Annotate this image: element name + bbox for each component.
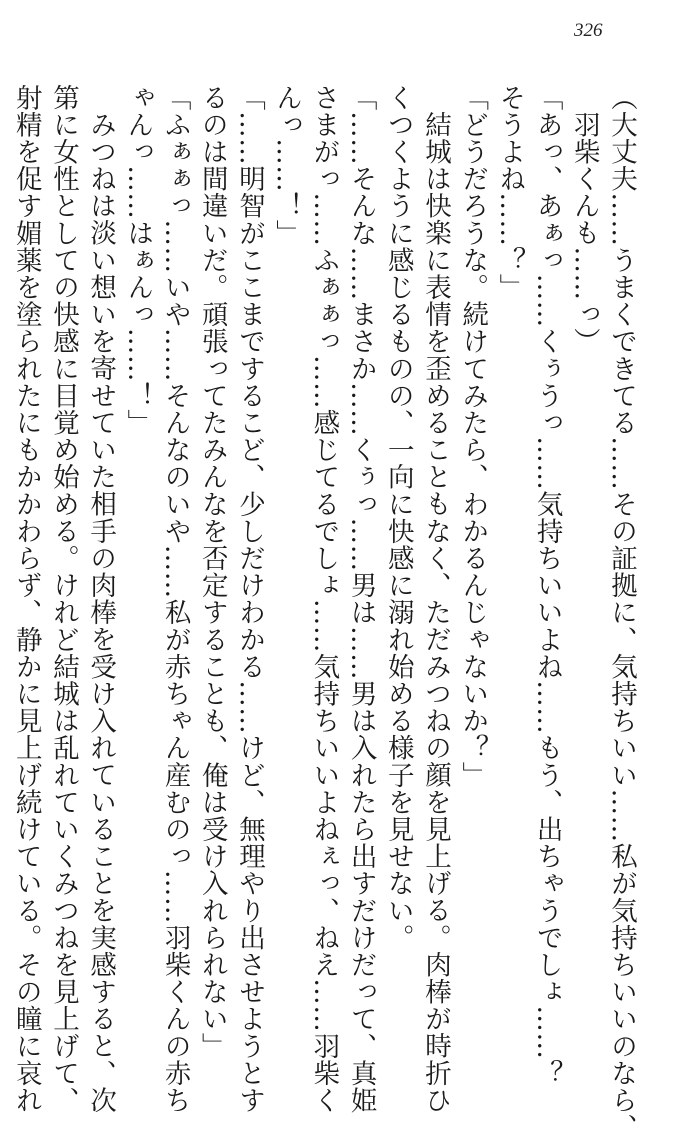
page-number: 326	[574, 20, 603, 41]
text-line: 結城は快楽に表情を歪めることもなく、ただみつねの顔を見上げる。肉棒が時折ひ	[419, 110, 451, 1114]
text-line: （大丈夫……うまくできてる……その証拠に、気持ちいい……私が気持ちいいのなら、	[606, 84, 637, 1141]
text-line: 「あっ、あぁっ……くぅうっ……気持ちいいよね……もう、出ちゃうでしょ……？	[531, 84, 563, 1087]
text-line: んっ……！」	[271, 84, 303, 247]
text-line: るのは間違いだ。頑張ってたみんなを否定することも、俺は受け入れられない」	[196, 84, 228, 1060]
text-line: 第に女性としての快感に目覚め始める。けれど結城は乱れていくみつねを見上げて、	[47, 84, 79, 1114]
text-line: みつねは淡い想いを寄せていた相手の肉棒を受け入れていることを実感すると、次	[85, 110, 117, 1114]
text-line: さまがっ……ふぁぁっ……感じてるでしょ……気持ちいいよねぇっ、ねえ……羽柴く	[308, 84, 340, 1114]
body-text	[10, 84, 640, 1141]
text-line: 射精を促す媚薬を塗られたにもかかわらず、静かに見上げ続けている。その瞳に哀れ	[10, 84, 42, 1114]
text-line: そうよね……？」	[494, 84, 526, 301]
text-line: 羽柴くんも……っ）	[568, 110, 600, 355]
text-line: くつくように感じるものの、一向に快感に溺れ始める様子を見せない。	[382, 84, 414, 952]
text-line: 「……そんな……まさか……くぅっ……男は……男は入れたら出すだけだって、真姫	[345, 84, 377, 1114]
text-line: 「どうだろうな。続けてみたら、わかるんじゃないか？」	[457, 84, 489, 789]
text-line: 「ふぁぁっ……いや……そんなのいや……私が赤ちゃん産むのっ……羽柴くんの赤ち	[159, 84, 191, 1114]
text-line: 「……明智がここまでするこど、少しだけわかる……けど、無理やり出させようとす	[233, 84, 265, 1114]
text-line: ゃんっ……はぁんっ……！」	[122, 84, 154, 437]
